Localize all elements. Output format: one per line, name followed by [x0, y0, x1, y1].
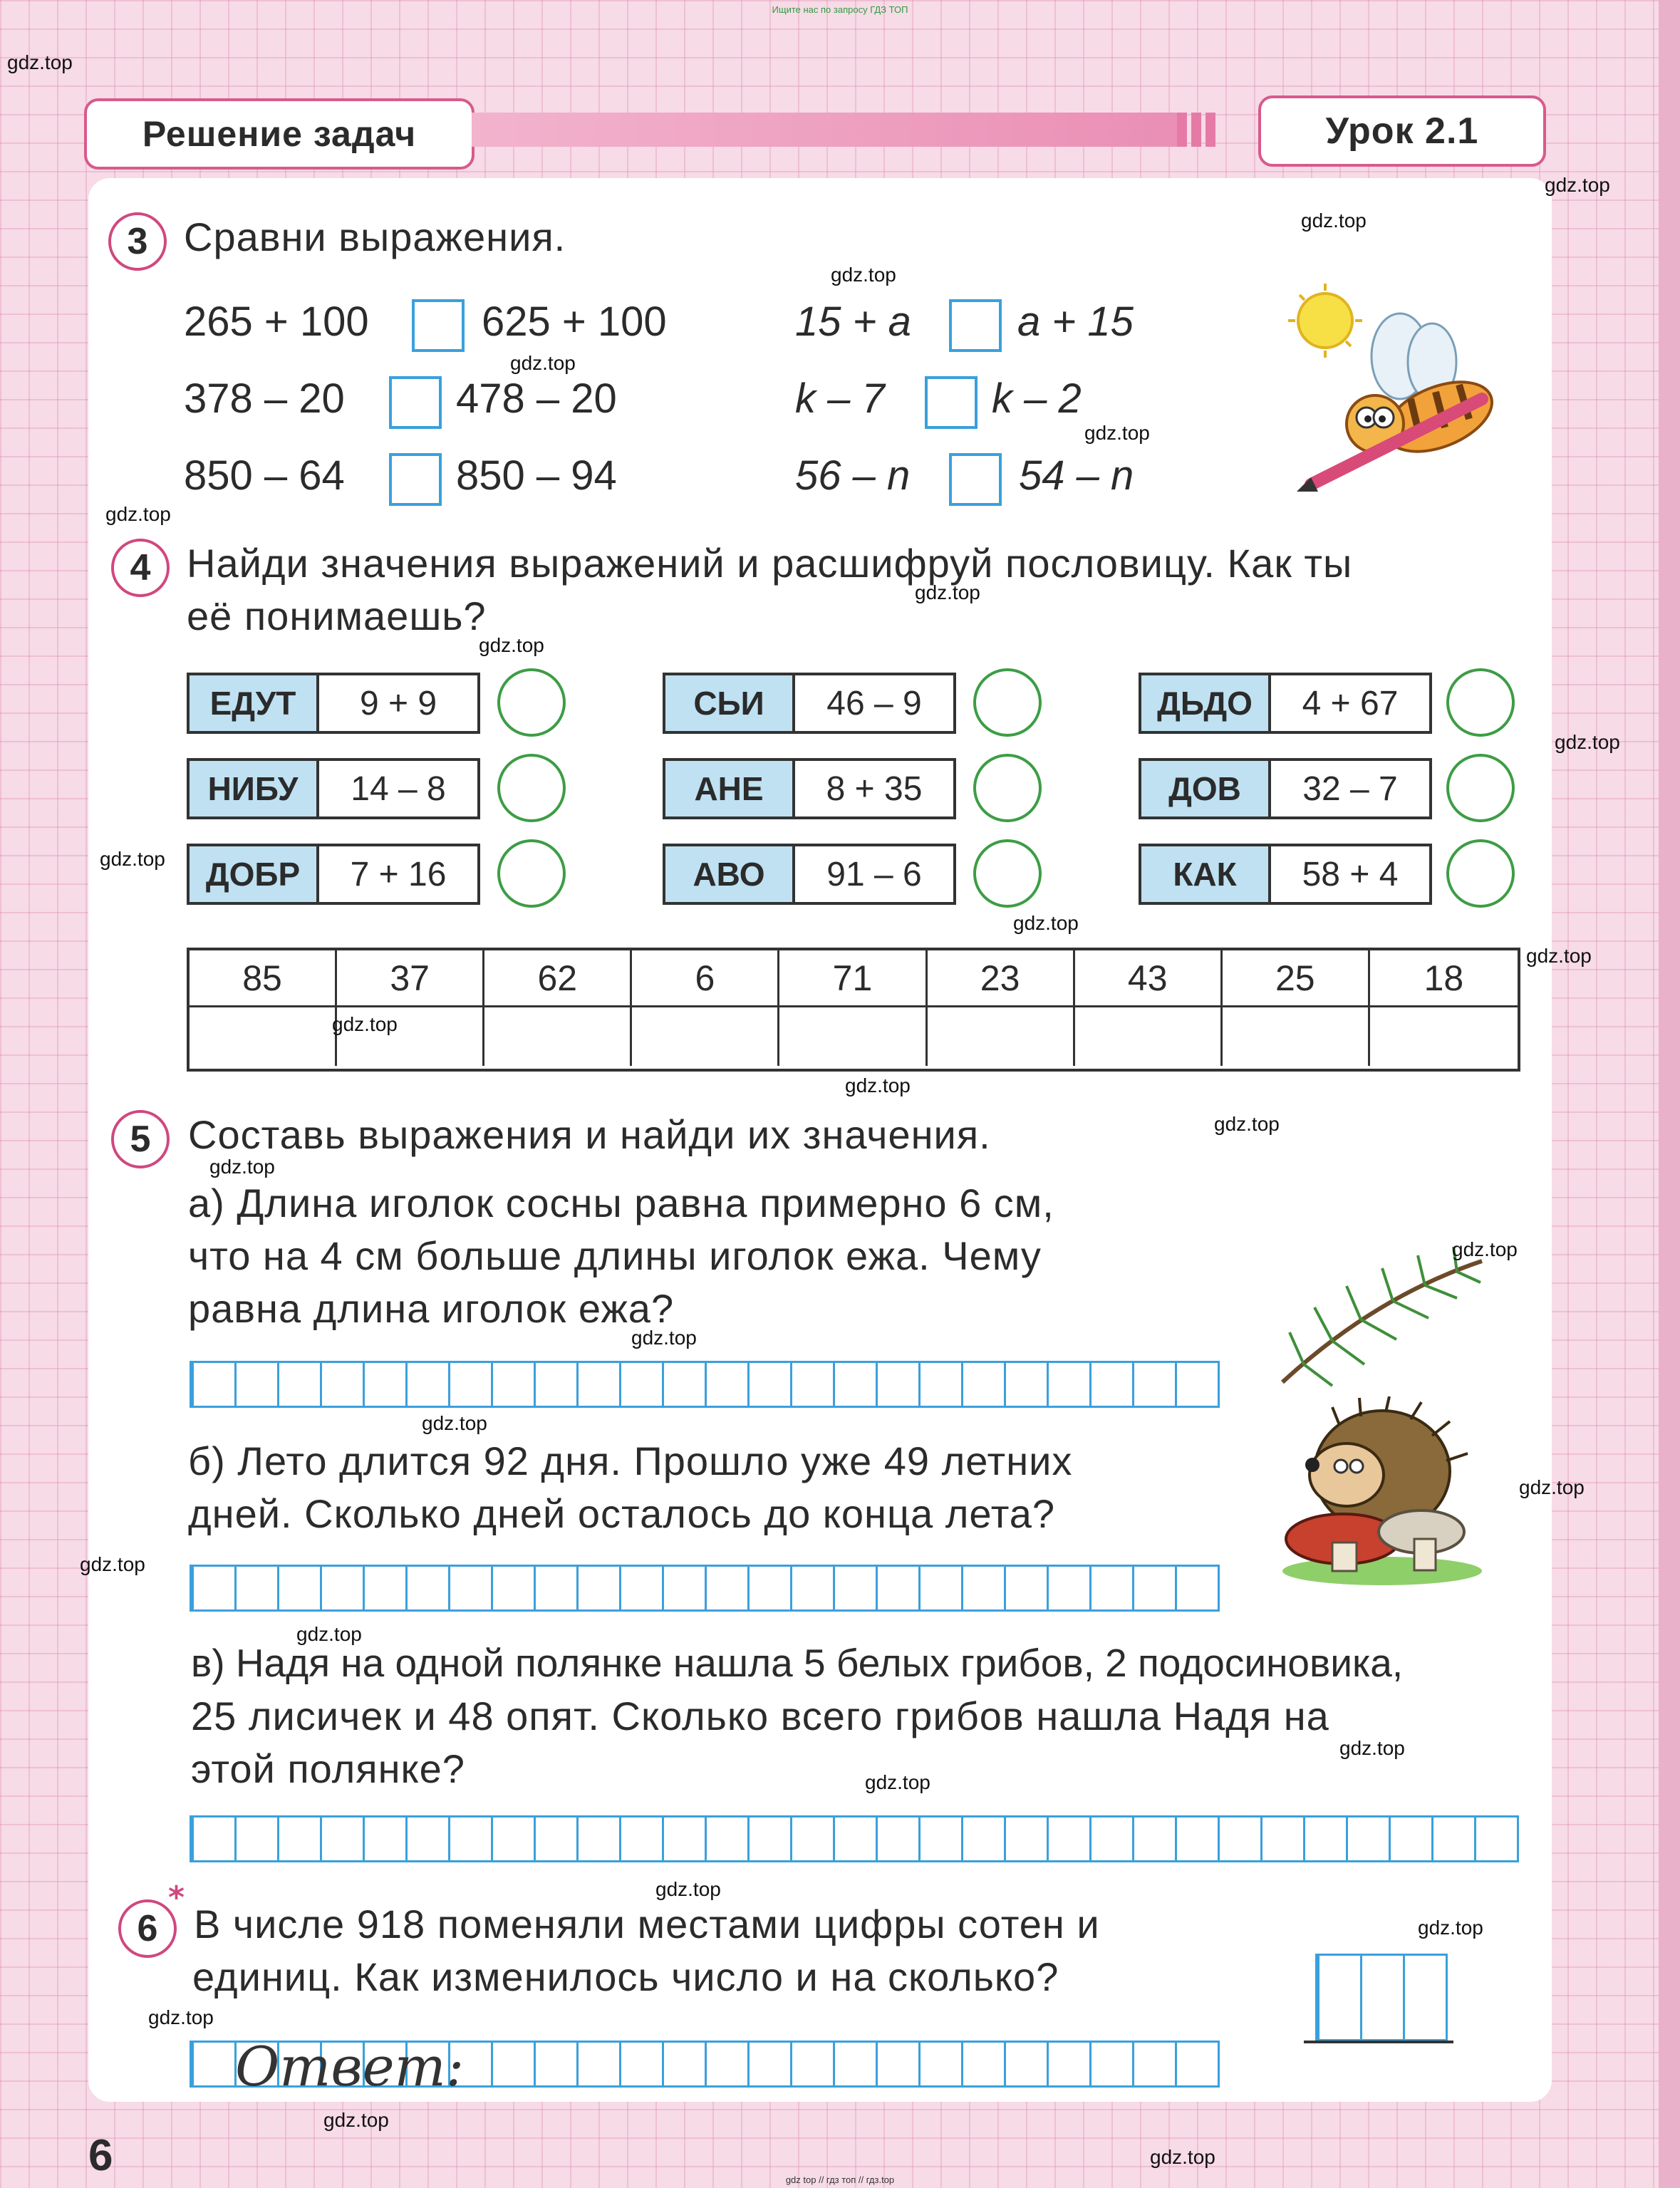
- watermark: gdz.top: [148, 2006, 214, 2028]
- watermark: gdz.top: [209, 1156, 275, 1178]
- code-word: НИБУ: [190, 761, 319, 816]
- code-card: [187, 673, 480, 734]
- task-5c-line-3: этой полянке?: [191, 1746, 465, 1791]
- decode-value: 25: [1223, 950, 1370, 1007]
- watermark: gdz.top: [1013, 912, 1079, 934]
- expr-left: 15 + a: [795, 299, 911, 345]
- watermark: gdz.top: [332, 1013, 398, 1035]
- code-word: ДОВ: [1141, 761, 1271, 816]
- watermark: gdz.top: [655, 1878, 721, 1900]
- code-word: АНЕ: [665, 761, 795, 816]
- watermark: gdz.top: [1526, 945, 1592, 967]
- watermark: gdz.top: [100, 848, 165, 870]
- code-expression: 91 – 6: [826, 855, 922, 893]
- bottom-note: gdz top // гдз топ // гдз.top: [785, 2174, 895, 2185]
- watermark: gdz.top: [831, 264, 896, 286]
- code-word: АВО: [665, 846, 795, 902]
- task-5-number: 5: [111, 1110, 170, 1168]
- answer-grid-a[interactable]: [190, 1361, 1220, 1408]
- expr-left: 378 – 20: [184, 375, 345, 422]
- watermark: gdz.top: [323, 2109, 389, 2131]
- expr-right: 478 – 20: [456, 375, 617, 422]
- code-expression: 58 + 4: [1302, 855, 1399, 893]
- decode-answer-cell[interactable]: [632, 1007, 779, 1066]
- answer-circle[interactable]: [497, 754, 566, 822]
- watermark: gdz.top: [845, 1074, 911, 1096]
- task-5-title: Составь выражения и найди их значения.: [188, 1112, 991, 1157]
- expr-right: k – 2: [992, 375, 1082, 422]
- code-card: [663, 673, 956, 734]
- lesson-title: Урок 2.1: [1258, 95, 1546, 167]
- task-4-line-2: её понимаешь?: [187, 593, 487, 638]
- code-card: [187, 844, 480, 905]
- watermark: gdz.top: [479, 634, 544, 656]
- watermark: gdz.top: [631, 1327, 697, 1349]
- code-expression: 8 + 35: [826, 769, 923, 808]
- watermark: gdz.top: [510, 352, 576, 374]
- watermark: gdz.top: [1214, 1113, 1280, 1135]
- expr-right: 625 + 100: [482, 299, 667, 345]
- task-6-line-2: единиц. Как изменилось число и на сколько?: [192, 1954, 1059, 1999]
- watermark: gdz.top: [7, 51, 73, 73]
- expr-left: 56 – n: [795, 452, 911, 499]
- watermark: gdz.top: [422, 1412, 487, 1434]
- digit-grid-row[interactable]: [1315, 1996, 1448, 2041]
- answer-circle[interactable]: [1446, 754, 1515, 822]
- watermark: gdz.top: [1150, 2146, 1215, 2168]
- compare-box[interactable]: [949, 453, 1002, 506]
- page-spine: [1659, 0, 1680, 2188]
- answer-circle[interactable]: [1446, 839, 1515, 908]
- watermark: gdz.top: [1084, 422, 1150, 444]
- decode-answer-cell[interactable]: [1370, 1007, 1518, 1066]
- expr-right: 54 – n: [1019, 452, 1134, 499]
- expr-right: a + 15: [1017, 299, 1134, 345]
- code-card: [663, 758, 956, 819]
- expr-left: k – 7: [795, 375, 885, 422]
- hedgehog-illustration: [1275, 1396, 1489, 1589]
- watermark: gdz.top: [1519, 1476, 1585, 1498]
- decode-table: [187, 948, 1520, 1072]
- decode-value: 18: [1370, 950, 1518, 1007]
- code-word: КАК: [1141, 846, 1271, 902]
- expr-left: 850 – 64: [184, 452, 345, 499]
- task-5c-line-2: 25 лисичек и 48 опят. Сколько всего грибов нашла Надя на: [191, 1694, 1329, 1738]
- code-word: ДОБР: [190, 846, 319, 902]
- decode-value: 37: [337, 950, 484, 1007]
- top-note: Ищите нас по запросу ГДЗ ТОП: [772, 4, 908, 15]
- code-expression: 14 – 8: [351, 769, 446, 808]
- decode-answer-cell[interactable]: [1075, 1007, 1223, 1066]
- decode-value: 71: [779, 950, 927, 1007]
- decode-answer-cell[interactable]: [190, 1007, 337, 1066]
- watermark: gdz.top: [1418, 1917, 1483, 1939]
- subtraction-line: [1304, 2041, 1453, 2043]
- page-number: 6: [88, 2131, 113, 2180]
- expr-right: 850 – 94: [456, 452, 617, 499]
- task-4-number: 4: [111, 539, 170, 597]
- code-card: [1139, 758, 1432, 819]
- decode-value: 85: [190, 950, 337, 1007]
- watermark: gdz.top: [915, 581, 980, 603]
- decode-answer-cell[interactable]: [928, 1007, 1075, 1066]
- digit-grid-row[interactable]: [1315, 1954, 1448, 2001]
- answer-circle[interactable]: [973, 668, 1042, 737]
- answer-circle[interactable]: [497, 668, 566, 737]
- watermark: gdz.top: [1545, 174, 1610, 196]
- task-5a-line-1: а) Длина иголок сосны равна примерно 6 см,: [188, 1181, 1054, 1225]
- answer-circle[interactable]: [1446, 668, 1515, 737]
- task-5a-line-2: что на 4 см больше длины иголок ежа. Чему: [188, 1233, 1042, 1278]
- code-expression: 46 – 9: [826, 684, 922, 722]
- decode-value: 6: [632, 950, 779, 1007]
- watermark: gdz.top: [1452, 1238, 1518, 1260]
- watermark: gdz.top: [865, 1771, 930, 1793]
- header-ribbon: [472, 113, 1177, 147]
- task-5c-line-1: в) Надя на одной полянке нашла 5 белых грибов, 2 подосиновика,: [191, 1641, 1404, 1685]
- task-4-line-1: Найди значения выражений и расшифруй пословицу. Как ты: [187, 541, 1353, 586]
- watermark: gdz.top: [1301, 209, 1367, 232]
- watermark: gdz.top: [296, 1623, 362, 1645]
- answer-circle[interactable]: [497, 839, 566, 908]
- decode-answer-cell[interactable]: [779, 1007, 927, 1066]
- code-expression: 7 + 16: [350, 855, 447, 893]
- compare-box[interactable]: [389, 376, 442, 429]
- task-6-line-1: В числе 918 поменяли местами цифры сотен и: [194, 1902, 1100, 1946]
- header-stripes: [1177, 113, 1215, 147]
- answer-grid-c[interactable]: [190, 1815, 1519, 1862]
- task-3-title: Сравни выражения.: [184, 214, 566, 259]
- code-card: [663, 844, 956, 905]
- task-6-star: *: [168, 1879, 185, 1916]
- compare-box[interactable]: [925, 376, 978, 429]
- answer-handwriting: Ответ:: [235, 2035, 465, 2098]
- task-5b-line-2: дней. Сколько дней осталось до конца лета?: [188, 1491, 1056, 1536]
- pine-branch-illustration: [1275, 1240, 1489, 1396]
- task-5a-line-3: равна длина иголок ежа?: [188, 1286, 675, 1331]
- compare-box[interactable]: [412, 299, 465, 352]
- decode-value: 23: [928, 950, 1075, 1007]
- watermark: gdz.top: [105, 503, 171, 525]
- code-card: [187, 758, 480, 819]
- task-6-number: 6: [118, 1899, 177, 1958]
- decode-value: 43: [1075, 950, 1223, 1007]
- code-word: СЬИ: [665, 675, 795, 731]
- decode-answer-cell[interactable]: [1223, 1007, 1370, 1066]
- code-expression: 4 + 67: [1302, 684, 1399, 722]
- code-card: [1139, 844, 1432, 905]
- answer-grid-b[interactable]: [190, 1565, 1220, 1612]
- code-word: ЕДУТ: [190, 675, 319, 731]
- code-expression: 32 – 7: [1302, 769, 1398, 808]
- task-5b-line-1: б) Лето длится 92 дня. Прошло уже 49 летних: [188, 1438, 1073, 1483]
- answer-circle[interactable]: [973, 754, 1042, 822]
- watermark: gdz.top: [80, 1553, 145, 1575]
- compare-box[interactable]: [949, 299, 1002, 352]
- task-3-number: 3: [108, 212, 167, 271]
- expr-left: 265 + 100: [184, 299, 369, 345]
- compare-box[interactable]: [389, 453, 442, 506]
- code-card: [1139, 673, 1432, 734]
- watermark: gdz.top: [1555, 731, 1620, 753]
- code-word: ДЬДО: [1141, 675, 1271, 731]
- bee-illustration: [1268, 278, 1503, 506]
- watermark: gdz.top: [1339, 1737, 1405, 1759]
- section-title: Решение задач: [84, 98, 475, 170]
- answer-circle[interactable]: [973, 839, 1042, 908]
- decode-value: 62: [484, 950, 632, 1007]
- decode-answer-cell[interactable]: [484, 1007, 632, 1066]
- code-expression: 9 + 9: [359, 684, 437, 722]
